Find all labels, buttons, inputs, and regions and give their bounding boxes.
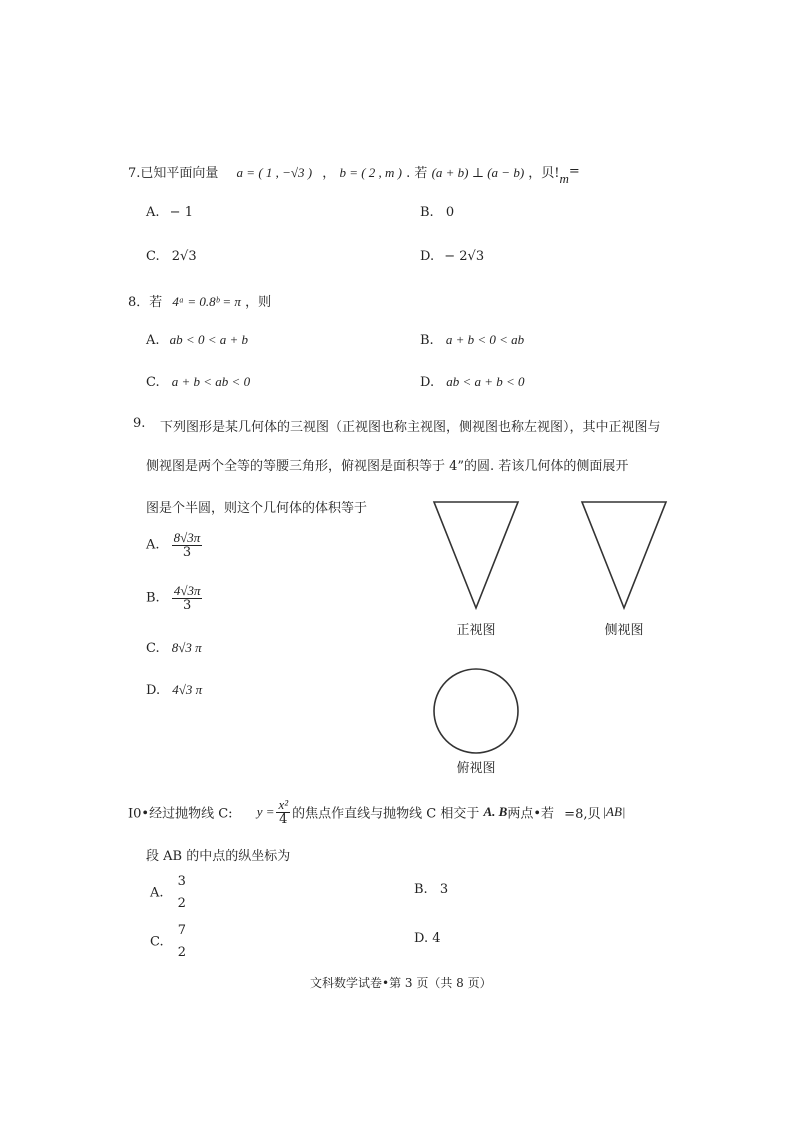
front-view-triangle — [434, 502, 518, 608]
q8-stem-prefix: 8．若 — [128, 295, 163, 310]
q7-tail-var: m — [559, 171, 569, 186]
q10-points: A. B — [483, 804, 508, 820]
q10-eq-lhs: y = — [256, 804, 275, 820]
q7-option-b[interactable]: B. 0 — [420, 205, 455, 220]
q10-eq-den: 4 — [279, 811, 288, 827]
side-view-label: 侧视图 — [604, 623, 644, 638]
q10-option-d[interactable]: D. 4 — [414, 931, 441, 946]
q7-stem-prefix: 7.已知平面向量 — [128, 166, 219, 181]
page-footer: 文科数学试卷•第 3 页（共 8 页） — [310, 976, 492, 990]
q8-stem — [128, 291, 271, 310]
q8-option-a[interactable]: A. ab < 0 < a + b — [146, 332, 248, 348]
q7-condition: (a + b) ⊥ (a − b) — [431, 165, 525, 180]
top-view-circle — [434, 669, 518, 753]
q8-stem-suffix: ，则 — [245, 295, 272, 310]
q7-option-d[interactable]: D. − 2√3 — [420, 249, 485, 264]
three-view-figure — [420, 495, 680, 780]
q7-option-a[interactable]: A. − 1 — [146, 205, 193, 220]
q9-option-c[interactable]: C. 8√3 π — [146, 640, 202, 656]
q7-vector-b: b = ( 2 , m ) — [339, 165, 403, 180]
q10-option-c[interactable]: C. 7 2 — [150, 923, 187, 960]
front-view-label: 正视图 — [456, 623, 496, 638]
q9-option-a[interactable]: A. $\frac{8√3\pi}{3}$ — [146, 530, 201, 560]
q10-option-a[interactable]: A. 3 2 — [150, 874, 186, 911]
q8-option-c[interactable]: C. a + b < ab < 0 — [146, 374, 251, 390]
q9-option-d[interactable]: D. 4√3 π — [146, 682, 203, 698]
q9-number: 9. — [133, 416, 146, 431]
side-view-triangle — [582, 502, 666, 608]
q9-line-2: 侧视图是两个全等的等腰三角形，俯视图是面积等于 4”的圆. 若该几何体的侧面展开 — [146, 459, 629, 474]
q7-vector-a: a = ( 1 , −√3 ) — [236, 165, 313, 180]
q10-line-2: 段 AB 的中点的纵坐标为 — [146, 849, 291, 864]
q10-stem-mid3: =8,贝 — [564, 806, 601, 822]
q10-stem — [128, 798, 626, 826]
q8-option-d[interactable]: D. ab < a + b < 0 — [420, 374, 525, 390]
q8-expression: 4ᵃ = 0.8ᵇ = π — [172, 294, 241, 309]
q9-line-3: 图是个半圆，则这个几何体的体积等于 — [146, 501, 368, 516]
q10-stem-prefix: I0•经过抛物线 C: — [128, 806, 233, 822]
q10-stem-mid: 的焦点作直线与抛物线 C 相交于 — [292, 806, 480, 822]
q8-option-b[interactable]: B. a + b < 0 < ab — [420, 332, 525, 348]
q7-tail-eq: = — [568, 164, 580, 179]
q9-line-1: 下列图形是某几何体的三视图（正视图也称主视图，侧视图也称左视图），其中正视图与 — [160, 420, 661, 435]
q7-cond-prefix: . 若 — [406, 166, 428, 181]
q10-option-b[interactable]: B. 3 — [414, 882, 449, 897]
q7-stem: 7.已知平面向量 a = ( 1 , −√3 ) ， b = ( 2 , m ) . 若 (a + b) ⊥ (a − b) ，贝!m= — [128, 164, 580, 186]
q10-abs-ab: |AB| — [602, 804, 626, 820]
q9-option-b[interactable]: B. $\frac{4√3\pi}{3}$ — [146, 583, 201, 613]
top-view-label: 俯视图 — [456, 761, 496, 776]
q7-tail: ，贝! — [528, 166, 560, 181]
q7-option-c[interactable]: C. 2√3 — [146, 249, 197, 264]
q10-stem-mid2: 两点•若 — [507, 806, 555, 822]
q10-eq-num: x² — [278, 797, 289, 812]
